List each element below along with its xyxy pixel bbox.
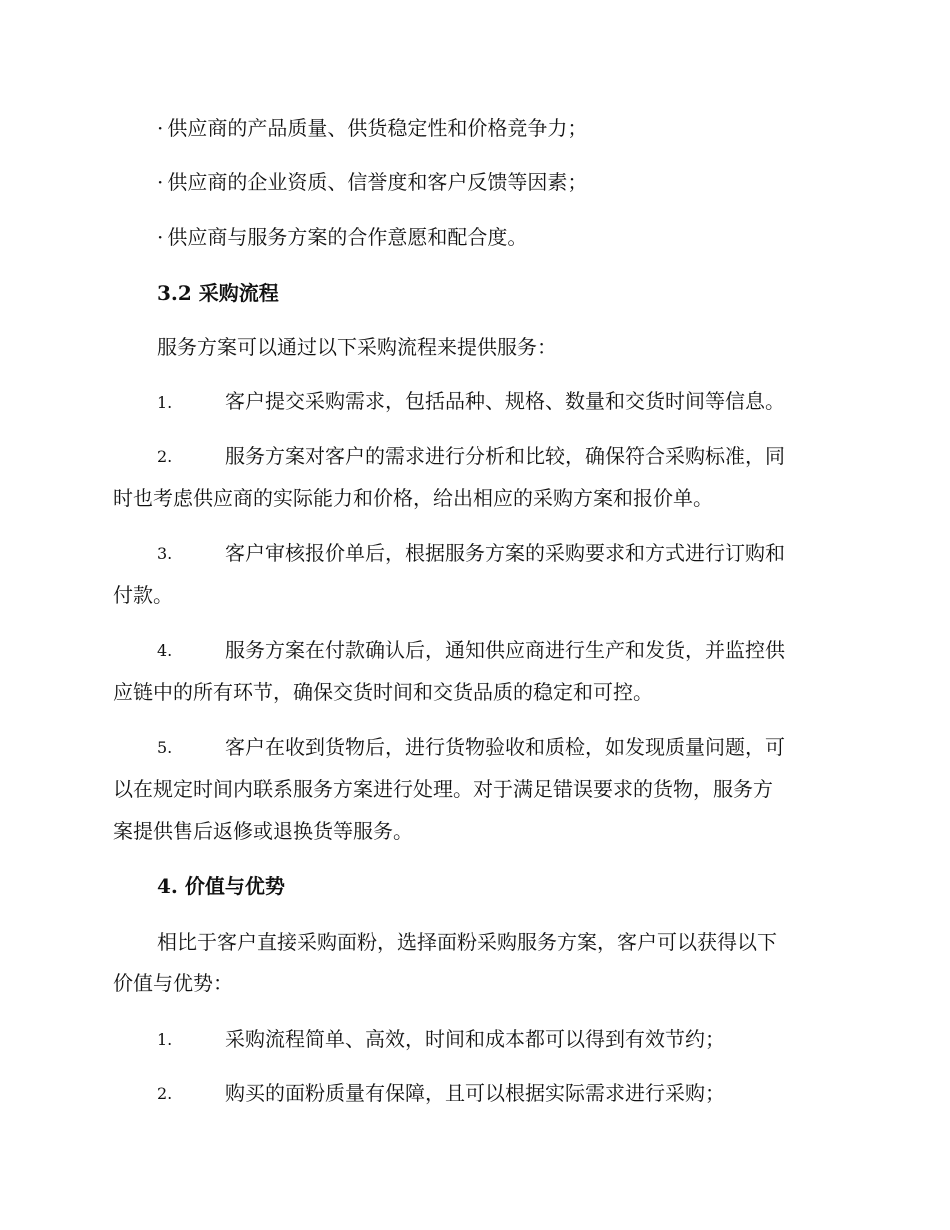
list-number: 5. [157,738,173,757]
list-text-continuation: 案提供售后返修或退换货等服务。 [113,819,413,843]
list-text: 客户在收到货物后，进行货物验收和质检，如发现质量问题，可 [225,735,785,759]
list-text: 采购流程简单、高效，时间和成本都可以得到有效节约； [225,1027,725,1051]
list-number: 1. [157,1030,173,1049]
list-text: 客户提交采购需求，包括品种、规格、数量和交货时间等信息。 [225,389,785,413]
list-number: 3. [157,544,173,563]
bullet-dot: · [157,116,164,140]
list-text: 购买的面粉质量有保障，且可以根据实际需求进行采购； [225,1081,725,1105]
section-heading: 4. 价值与优势 [157,874,285,898]
list-number: 2. [157,1084,173,1103]
list-text: 服务方案对客户的需求进行分析和比较，确保符合采购标准，同 [225,444,785,468]
list-text-continuation: 时也考虑供应商的实际能力和价格，给出相应的采购方案和报价单。 [113,486,713,510]
paragraph-continuation: 价值与优势： [113,971,233,995]
paragraph: 相比于客户直接采购面粉，选择面粉采购服务方案，客户可以获得以下 [157,930,777,954]
list-number: 4. [157,641,173,660]
list-text: 客户审核报价单后，根据服务方案的采购要求和方式进行订购和 [225,541,785,565]
bullet-text: 供应商的产品质量、供货稳定性和价格竞争力； [167,116,588,140]
bullet-text: 供应商与服务方案的合作意愿和配合度。 [167,225,528,249]
bullet-dot: · [157,170,164,194]
section-heading: 3.2 采购流程 [157,281,279,305]
list-number: 2. [157,447,173,466]
list-text-continuation: 付款。 [113,583,173,607]
list-text-continuation: 以在规定时间内联系服务方案进行处理。对于满足错误要求的货物，服务方 [113,777,773,801]
bullet-dot: · [157,225,164,249]
bullet-item [157,114,882,142]
list-text-continuation: 应链中的所有环节，确保交货时间和交货品质的稳定和可控。 [113,680,653,704]
list-number: 1. [157,393,173,412]
bullet-item [157,223,882,251]
bullet-text: 供应商的企业资质、信誉度和客户反馈等因素； [167,170,588,194]
list-text: 服务方案在付款确认后，通知供应商进行生产和发货，并监控供 [225,638,785,662]
bullet-item [157,168,882,196]
paragraph: 服务方案可以通过以下采购流程来提供服务： [157,335,557,359]
